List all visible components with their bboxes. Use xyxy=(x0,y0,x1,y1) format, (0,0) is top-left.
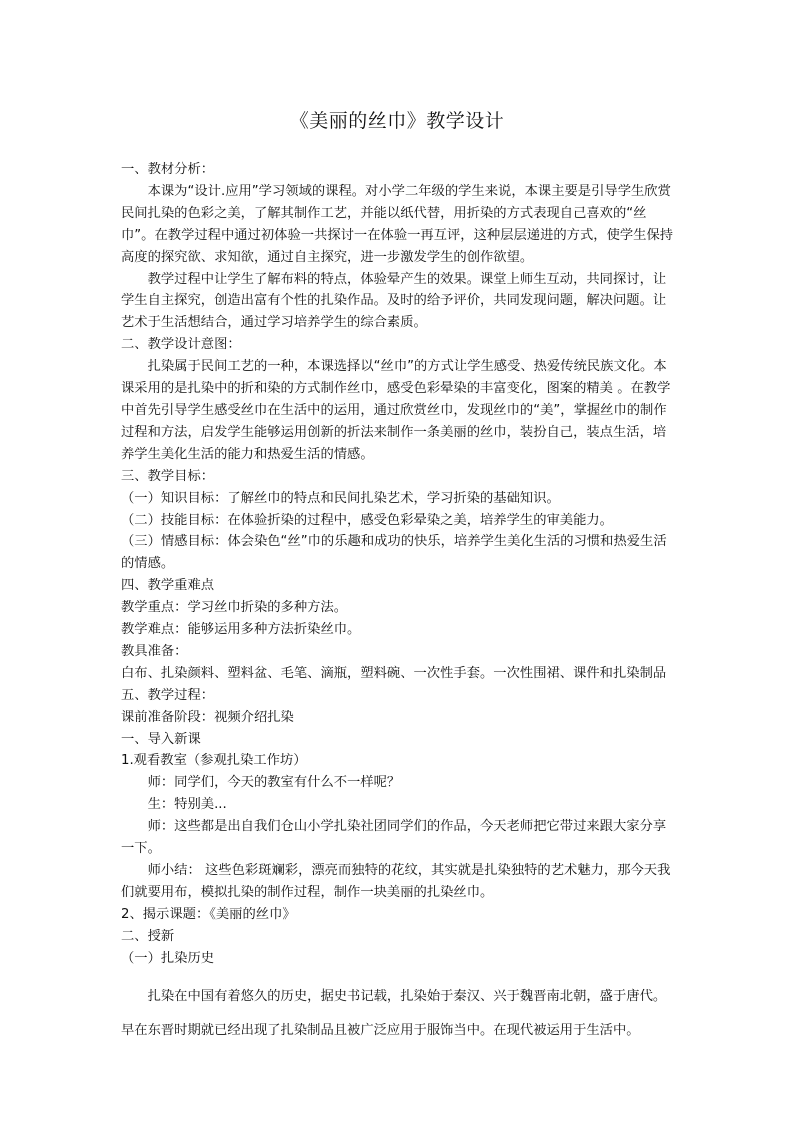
objective-item: （三）情感目标：体会染色“丝”巾的乐趣和成功的快乐，培养学生美化生活的习惯和热爱生活的情感。 xyxy=(121,534,667,572)
step-item: 2、揭示课题：《美丽的丝巾》 xyxy=(121,906,296,922)
dialogue-line: 师：同学们，今天的教室有什么不一样呢？ xyxy=(147,775,401,791)
document-body xyxy=(121,159,677,1048)
subsection-heading: 一、导入新课 xyxy=(121,731,201,747)
paragraph: 扎染属于民间工艺的一种，本课选择以“丝巾”的方式让学生感受、热爱传统民族文化。本课采用的是扎染中的折和染的方式制作丝巾，感受色彩晕染的丰富变化，图案的精美 。在教学中首先引导学生感受丝巾在生活中的运用，通过欣赏丝巾，发现丝巾的“美”，掌握丝巾的制作过程和方法，启发学生能够运用创新的折法来制作一条美丽的丝巾，装扮自己，装点生活，培养学生美化生活的能力和热爱生活的情感。 xyxy=(121,359,671,462)
dialogue-line: 生：特别美... xyxy=(147,797,227,813)
objective-item: （二）技能目标：在体验折染的过程中，感受色彩晕染之美，培养学生的审美能力。 xyxy=(121,512,613,528)
paragraph: 教学过程中让学生了解布料的特点，体验晕产生的效果。课堂上师生互动，共同探讨，让学生自主探究，创造出富有个性的扎染作品。及时的给予评价，共同发现问题，解决问题。让艺术于生活想结合，通过学习培养学生的综合素质。 xyxy=(121,271,667,331)
history-paragraph: 扎染在中国有着悠久的历史，据史书记载，扎染始于秦汉、兴于魏晋南北朝，盛于唐代。早在东晋时期就已经出现了扎染制品且被广泛应用于服饰当中。在现代被运用于生活中。 xyxy=(121,988,667,1038)
dialogue-line: 师：这些都是出自我们仓山小学扎染社团同学们的作品，今天老师把它带过来跟大家分享一下。 xyxy=(121,819,667,857)
materials-list: 白布、扎染颜料、塑料盆、毛笔、滴瓶，塑料碗、一次性手套。一次性围裙、课件和扎染制品 xyxy=(121,665,667,681)
subsection-heading: （一）扎染历史 xyxy=(121,950,215,966)
key-point: 教学重点：学习丝巾折染的多种方法。 xyxy=(121,600,348,616)
materials-heading: 教具准备： xyxy=(121,643,188,659)
objective-item: （一）知识目标：了解丝巾的特点和民间扎染艺术，学习折染的基础知识。 xyxy=(121,490,560,506)
section-heading-5: 五、教学过程： xyxy=(121,687,215,703)
section-heading-3: 三、教学目标： xyxy=(121,468,215,484)
teacher-summary: 师小结： 这些色彩斑斓彩，漂亮而独特的花纹，其实就是扎染独特的艺术魅力，那今天我们就要用布，模拟扎染的制作过程，制作一块美丽的扎染丝巾。 xyxy=(121,863,671,900)
difficult-point: 教学难点：能够运用多种方法折染丝巾。 xyxy=(121,622,361,638)
section-heading-4: 四、教学重难点 xyxy=(121,578,215,594)
subsection-heading: 二、授新 xyxy=(121,928,175,944)
section-heading-2: 二、教学设计意图： xyxy=(121,337,241,353)
prep-stage: 课前准备阶段：视频介绍扎染 xyxy=(121,709,294,725)
paragraph: 本课为“设计.应用”学习领域的课程。对小学二年级的学生来说，本课主要是引导学生欣赏民间扎染的色彩之美，了解其制作工艺，并能以纸代替，用折染的方式表现自己喜欢的“丝巾”。在教学过程中通过初体验一共探讨一在体验一再互评，这种层层递进的方式，使学生保持高度的探究欲、求知欲，通过自主探究，进一步激发学生的创作欲望。 xyxy=(121,183,674,265)
document-title: 《美丽的丝巾》教学设计 xyxy=(289,110,505,132)
section-heading-1: 一、教材分析： xyxy=(121,162,215,177)
step-item: 1.观看教室（参观扎染工作坊） xyxy=(121,753,307,769)
